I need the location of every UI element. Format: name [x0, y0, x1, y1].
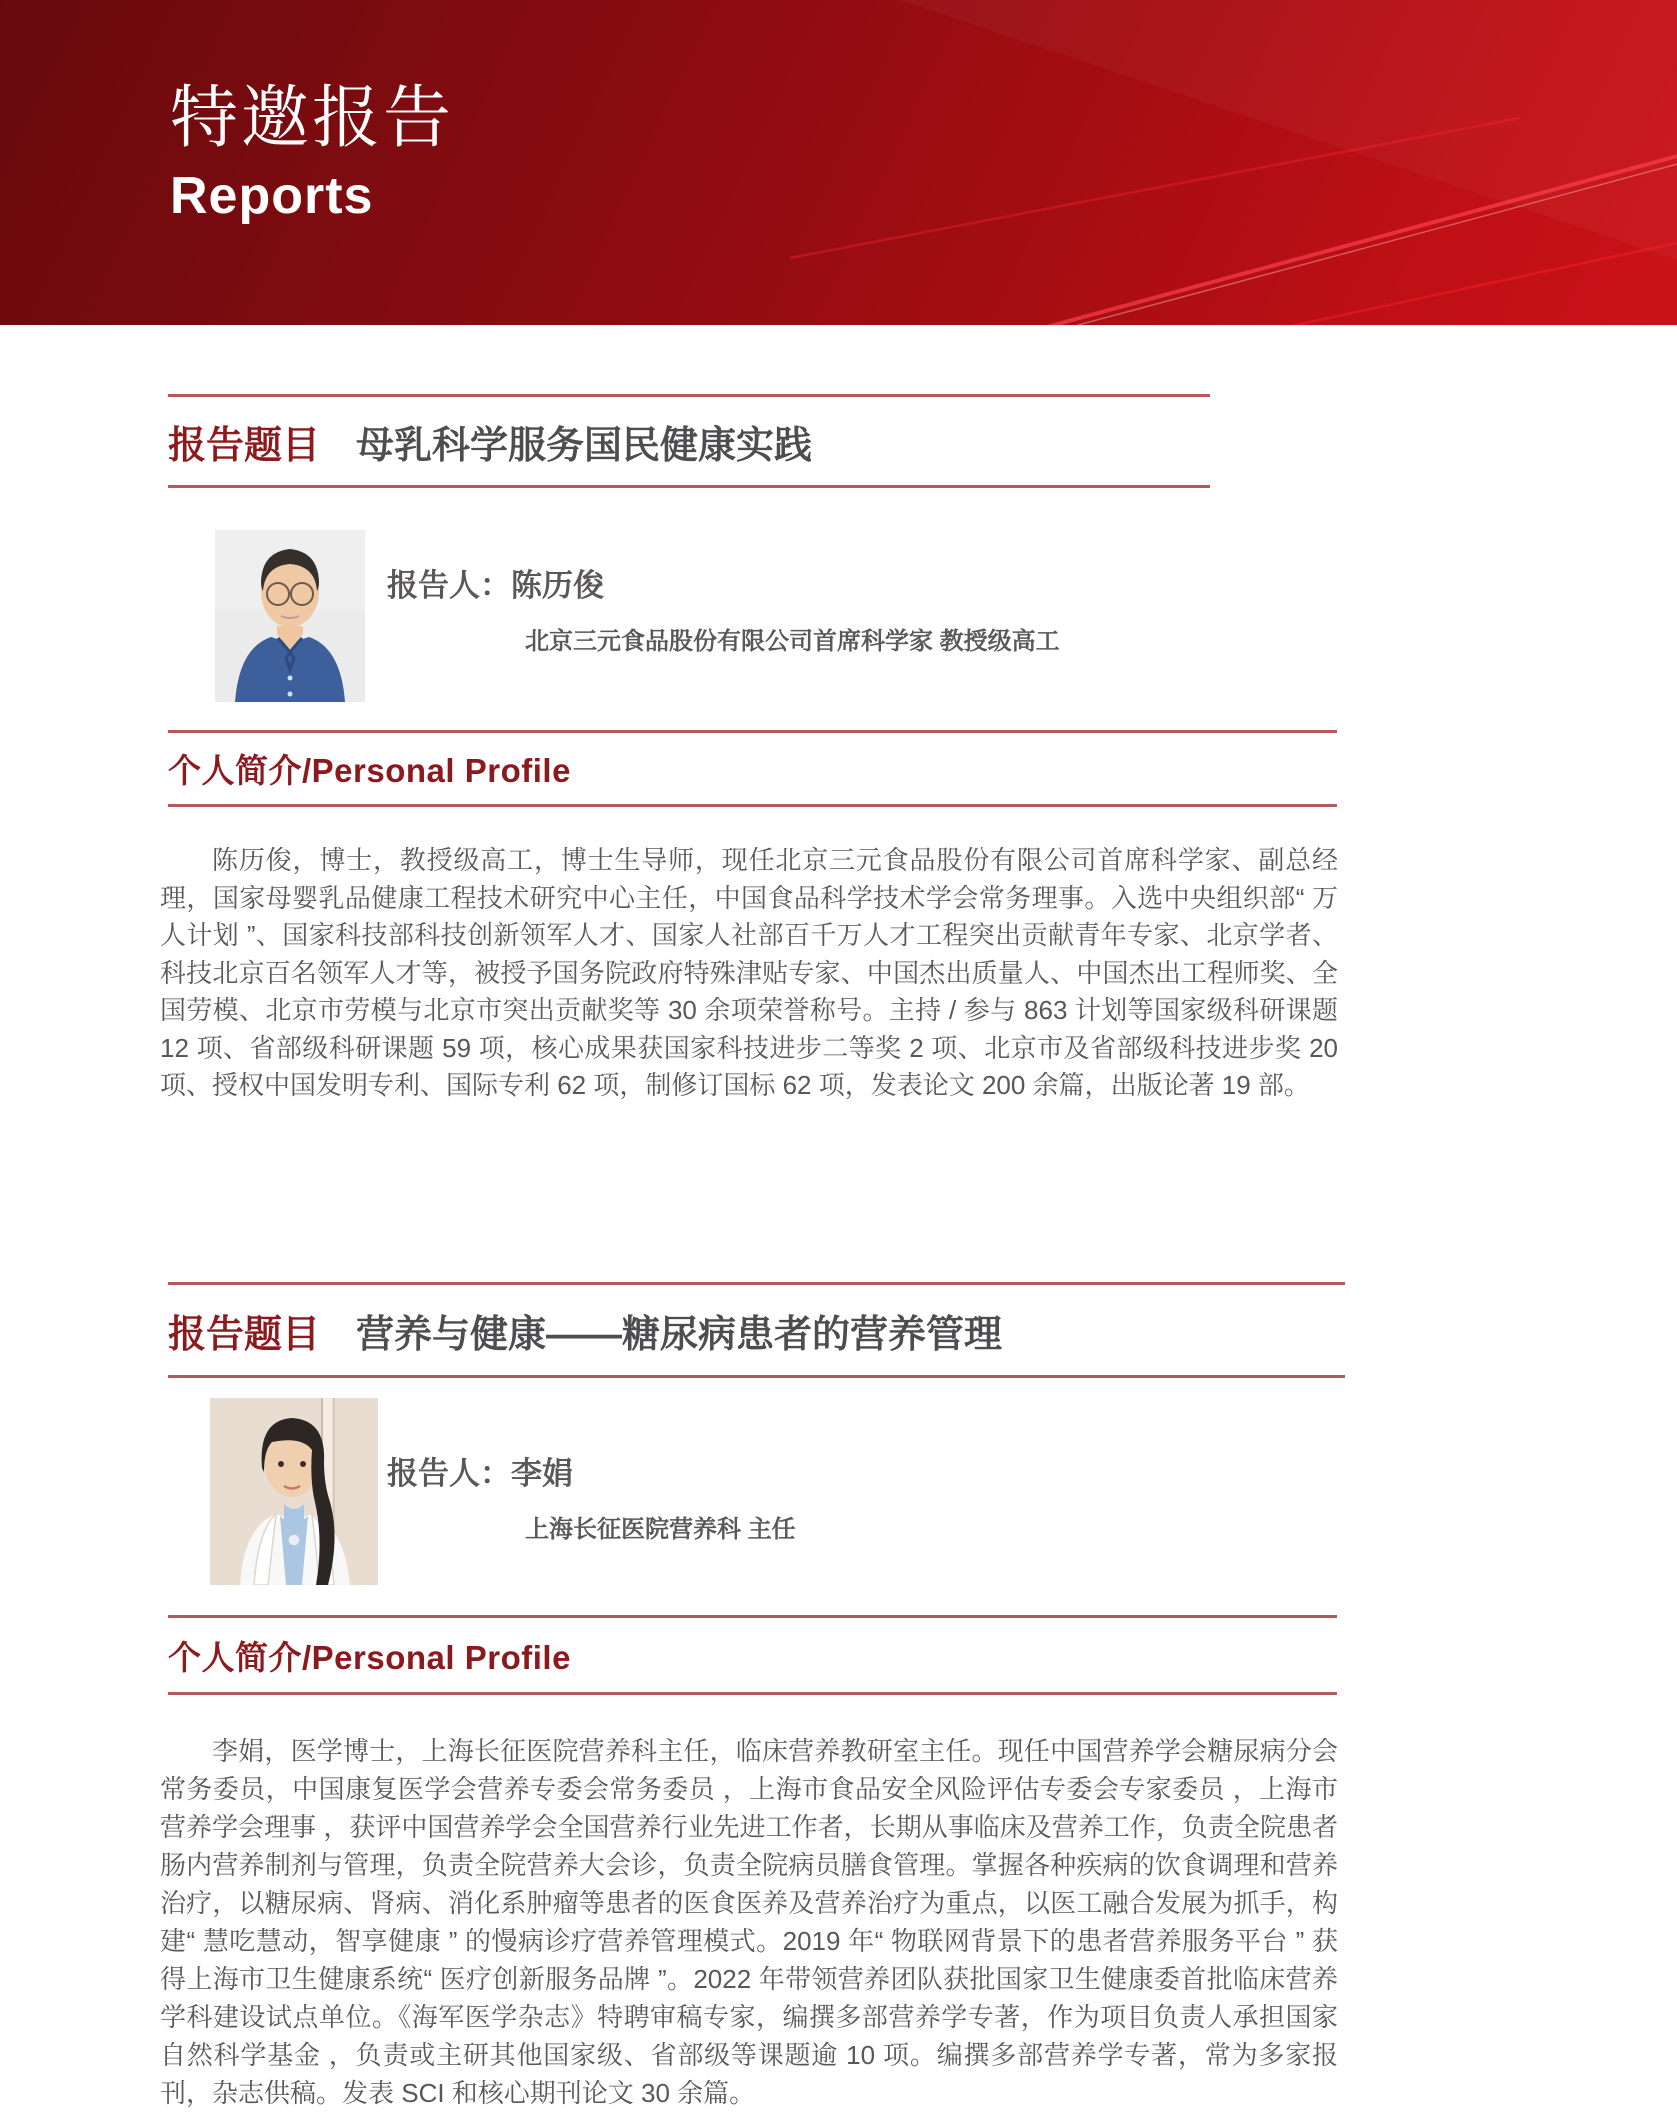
report-1-title-block — [168, 394, 1210, 488]
profile-heading-block — [168, 1615, 1337, 1695]
page-banner — [0, 0, 1677, 325]
profile-heading-block — [168, 730, 1337, 807]
profile-heading: 个人简介/Personal Profile — [168, 752, 571, 789]
speaker-label: 报告人： — [387, 568, 511, 603]
report-2-title-block — [168, 1282, 1345, 1378]
report-title: 营养与健康——糖尿病患者的营养管理 — [356, 1313, 1003, 1356]
profile-bio: 李娟，医学博士，上海长征医院营养科主任，临床营养教研室主任。现任中国营养学会糖尿病分会常务委员，中国康复医学会营养专委会常务委员 ，上海市食品安全风险评估专委会专家委员 ，上海市营养学会理事 ，获评中国营养学会全国营养行业先进工作者，长期从事临床及营养工作，负责全院患者肠内营养制剂与管理，负责全院营养大会诊，负责全院病员膳食管理。掌握各种疾病的饮食调理和营养治疗，以糖尿病、肾病、消化系肿瘤等患者的医食医养及营养治疗为重点，以医工融合发展为抓手，构建“ 慧吃慧动，智享健康 ” 的慢病诊疗营养管理模式。2019 年“ 物联网背景下的患者营养服务平台 ” 获得上海市卫生健康系统“ 医疗创新服务品牌 ”。2022 年带领营养团队获批国家卫生健康委首批临床营养学科建设试点单位。《海军医学杂志》特聘审稿专家，编撰多部营养学专著，作为项目负责人承担国家自然科学基金 ，负责或主研其他国家级、省部级等课题逾 10 项。编撰多部营养学专著，常为多家报刊，杂志供稿。发表 SCI 和核心期刊论文 30 余篇。 — [160, 1736, 1338, 2108]
speaker-affiliation: 北京三元食品股份有限公司首席科学家 教授级高工 — [525, 628, 1060, 655]
speaker-name: 陈历俊 — [511, 568, 604, 603]
speaker-photo — [215, 530, 365, 702]
banner-title-en: Reports — [170, 166, 374, 225]
speaker-name: 李娟 — [511, 1456, 573, 1491]
report-title: 母乳科学服务国民健康实践 — [356, 424, 813, 467]
profile-heading: 个人简介/Personal Profile — [168, 1638, 571, 1676]
profile-bio: 陈历俊，博士，教授级高工，博士生导师，现任北京三元食品股份有限公司首席科学家、副总经理，国家母婴乳品健康工程技术研究中心主任，中国食品科学技术学会常务理事。入选中央组织部“ 万人计划 ”、国家科技部科技创新领军人才、国家人社部百千万人才工程突出贡献青年专家、北京学者、科技北京百名领军人才等，被授予国务院政府特殊津贴专家、中国杰出质量人、中国杰出工程师奖、全国劳模、北京市劳模与北京市突出贡献奖等 30 余项荣誉称号。主持 / 参与 863 计划等国家级科研课题 12 项、省部级科研课题 59 项，核心成果获国家科技进步二等奖 2 项、北京市及省部级科技进步奖 20 项、授权中国发明专利、国际专利 62 项，制修订国标 62 项，发表论文 200 余篇，出版论著 19 部。 — [160, 845, 1338, 1100]
report-title-label: 报告题目 — [168, 424, 321, 467]
speaker-photo — [210, 1398, 378, 1585]
banner-title-zh: 特邀报告 — [170, 80, 455, 156]
speaker-label: 报告人： — [387, 1456, 511, 1491]
speaker-affiliation: 上海长征医院营养科 主任 — [525, 1516, 796, 1543]
report-title-label: 报告题目 — [168, 1313, 321, 1356]
speaker-block — [387, 1448, 796, 1544]
speaker-block — [387, 560, 1060, 656]
